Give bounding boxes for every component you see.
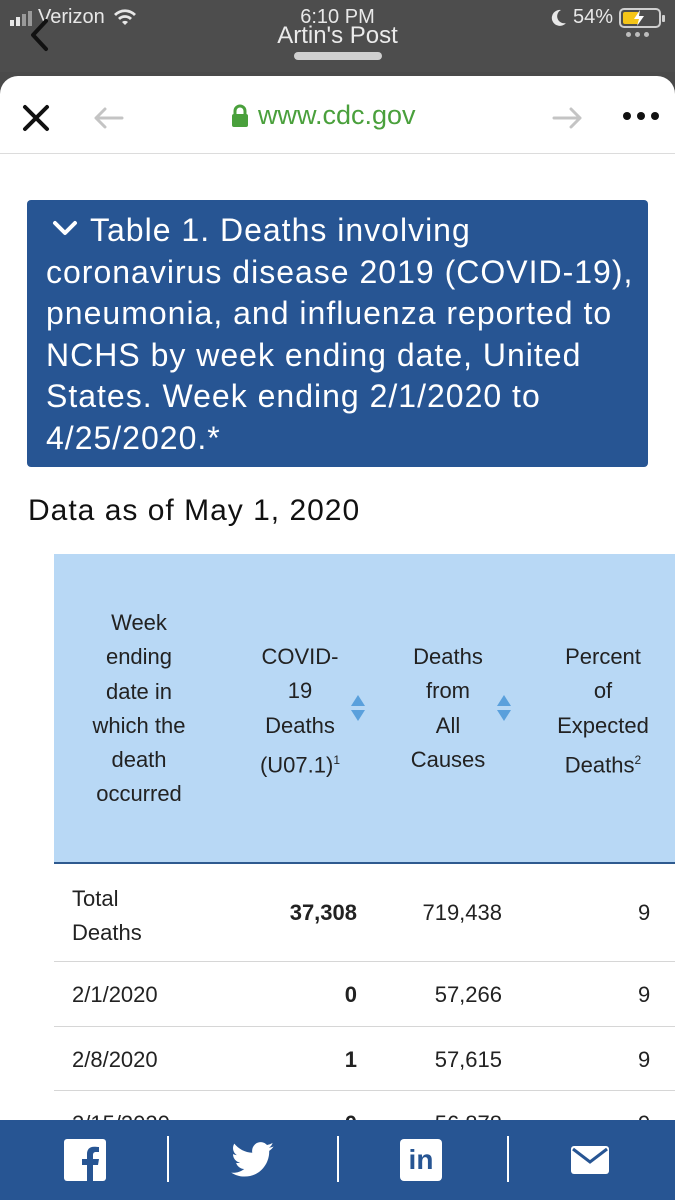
cell-percent: 9 (638, 900, 651, 925)
cell-week: 2/8/2020 (72, 1047, 158, 1072)
linkedin-share-button[interactable] (376, 1120, 466, 1200)
cell-week: 2/1/2020 (72, 982, 158, 1007)
header-percent-expected[interactable]: Percent of Expected Deaths$^2$ (557, 644, 649, 778)
status-time: 6:10 PM (300, 6, 375, 28)
browser-toolbar (0, 76, 675, 154)
cell-all: 57,266 (434, 982, 502, 1007)
menu-icon[interactable] (623, 112, 659, 120)
close-icon[interactable] (22, 104, 50, 132)
cell-week: Total Deaths (72, 886, 142, 945)
share-divider (337, 1136, 339, 1182)
data-table (54, 554, 675, 1154)
header-all-causes[interactable]: Deaths from All Causes (410, 644, 486, 772)
url-bar[interactable] (230, 100, 416, 131)
cell-percent: 9 (638, 982, 651, 1007)
arrow-right-icon[interactable] (552, 106, 584, 130)
cell-percent: 9 (638, 1047, 651, 1072)
table-row (54, 962, 675, 1027)
data-as-of: Data as of May 1, 2020 (28, 494, 361, 527)
cell-all: 719,438 (422, 900, 502, 925)
header-covid-deaths[interactable]: COVID- 19 Deaths $(U07.1)^1$ (259, 644, 341, 778)
battery-icon (619, 8, 661, 28)
cell-covid: 1 (344, 1047, 357, 1072)
table-header (54, 554, 675, 864)
sort-icon[interactable] (350, 694, 366, 722)
drag-handle[interactable] (294, 52, 382, 60)
linkedin-icon: in (400, 1139, 442, 1181)
table-row (54, 1027, 675, 1091)
share-divider (507, 1136, 509, 1182)
facebook-icon (64, 1139, 106, 1181)
post-title: Artin's Post (277, 22, 398, 49)
twitter-share-button[interactable] (208, 1120, 298, 1200)
mail-icon (571, 1146, 609, 1174)
twitter-icon (231, 1142, 275, 1178)
facebook-share-button[interactable] (40, 1120, 130, 1200)
table-caption-text: Table 1. Deaths involving coronavirus disease 2019 (COVID-19), pneumonia, and influenza reported to NCHS by week ending date, United States. Week ending 2/1/2020 to 4/25/2020.* (46, 212, 634, 456)
battery-percent: 54% (572, 6, 613, 28)
url-text: www.cdc.gov (258, 100, 416, 130)
share-divider (167, 1136, 169, 1182)
arrow-left-icon[interactable] (92, 106, 124, 130)
share-bar (0, 1120, 675, 1200)
email-share-button[interactable] (545, 1120, 635, 1200)
carrier-label: Verizon (38, 6, 105, 28)
status-right (551, 6, 661, 29)
table-caption[interactable] (27, 200, 648, 467)
status-bar (0, 0, 675, 72)
chevron-down-icon (52, 219, 78, 239)
cell-covid: 37,308 (289, 900, 357, 925)
moon-icon (551, 9, 567, 27)
more-dots-icon[interactable] (626, 32, 649, 37)
browser-sheet (0, 76, 675, 1200)
lock-icon (230, 104, 250, 128)
table-row (54, 864, 675, 962)
cell-all: 57,615 (434, 1047, 502, 1072)
header-week: Week ending date in which the death occurred (92, 610, 186, 807)
sort-icon[interactable] (496, 694, 512, 722)
cell-covid: 0 (344, 982, 357, 1007)
